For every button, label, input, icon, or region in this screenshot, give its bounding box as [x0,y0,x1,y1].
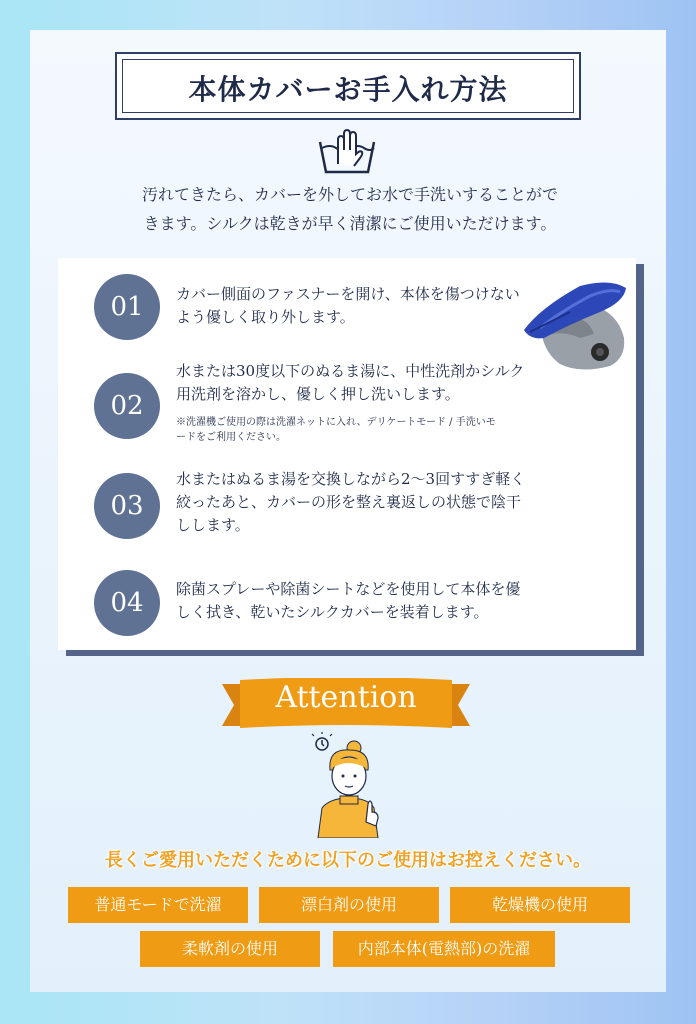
person-illustration [308,732,388,838]
step-04-text [176,578,566,624]
tag-normal-mode-wash: 普通モードで洗濯 [68,887,248,923]
tag-dryer: 乾燥機の使用 [450,887,630,923]
warning-text: 長くご愛用いただくために以下のご使用はお控えください。 [105,850,591,871]
tag-bleach: 漂白剤の使用 [259,887,439,923]
step-number-03: 03 [94,473,160,539]
step-03-line-3: しします。 [176,516,250,534]
step-04-line-2: しく拭き、乾いたシルクカバーを装着します。 [176,603,489,621]
step-01-line-1: カバー側面のファスナーを開け、本体を傷つけない [176,285,520,303]
title-frame [115,52,581,120]
hand-wash-icon [316,128,378,176]
step-01-line-2: よう優しく取り外します。 [176,308,355,326]
step-03-line-2: 絞ったあと、カバーの形を整え裏返しの状態で陰干 [176,493,522,511]
step-01-text [176,283,556,329]
intro-line-1: 汚れてきたら、カバーを外してお水で手洗いすることがで [141,185,558,204]
step-number-01: 01 [94,274,160,340]
attention-label: Attention [275,680,417,715]
step-number-04: 04 [94,570,160,636]
tag-softener: 柔軟剤の使用 [140,931,320,967]
step-02-text [176,360,566,406]
tag-internal-body-wash: 内部本体(電熱部)の洗濯 [333,931,555,967]
intro-line-2: きます。シルクは乾きが早く清潔にご使用いただけます。 [143,214,557,233]
step-number-02: 02 [94,373,160,439]
intro-text [100,180,600,238]
step-02-line-1: 水または30度以下のぬるま湯に、中性洗剤かシルク [176,362,525,380]
page-title: 本体カバーお手入れ方法 [188,73,508,106]
step-02-line-2: 用洗剤を溶かし、優しく押し洗いします。 [176,385,460,403]
step-04-line-1: 除菌スプレーや除菌シートなどを使用して本体を優 [176,580,521,598]
step-03-text [176,468,566,537]
step-02-note-line-2: ードをご利用ください。 [176,432,286,443]
step-03-line-1: 水またはぬるま湯を交換しながら2〜3回すすぎ軽く [176,470,526,488]
step-02-note-line-1: ※洗濯機ご使用の際は洗濯ネットに入れ、デリケートモード / 手洗いモ [176,417,496,428]
step-02-note [176,415,556,445]
